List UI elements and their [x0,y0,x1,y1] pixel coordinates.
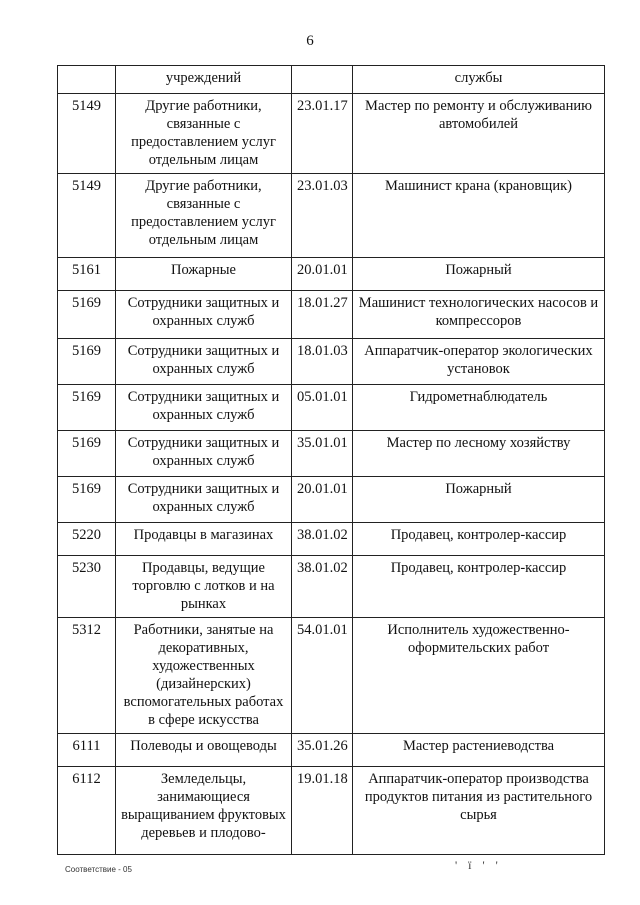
cell-profession: Продавец, контролер-кассир [353,556,605,618]
handwritten-mark: ' ï ' ' [455,858,502,872]
header-cell-profession: службы [353,66,605,94]
cell-profession: Продавец, контролер-кассир [353,523,605,556]
cell-profession: Машинист технологических насосов и компрессоров [353,291,605,339]
cell-code: 5169 [58,291,116,339]
cell-spec-code: 18.01.27 [292,291,353,339]
cell-profession: Мастер растениеводства [353,734,605,767]
cell-category: Продавцы, ведущие торговлю с лотков и на рынках [116,556,292,618]
cell-profession: Мастер по лесному хозяйству [353,431,605,477]
cell-spec-code: 23.01.17 [292,94,353,174]
cell-code: 6112 [58,767,116,855]
table-row [58,767,605,855]
cell-code: 5169 [58,385,116,431]
cell-category: Другие работники, связанные с предоставлением услуг отдельным лицам [116,174,292,258]
table-row [58,339,605,385]
cell-category: Сотрудники защитных и охранных служб [116,477,292,523]
cell-code: 6111 [58,734,116,767]
table-row [58,477,605,523]
cell-code: 5169 [58,477,116,523]
cell-profession: Пожарный [353,258,605,291]
cell-category: Полеводы и овощеводы [116,734,292,767]
cell-profession: Аппаратчик-оператор производства продуктов питания из растительного сырья [353,767,605,855]
professions-table [57,65,605,855]
table-row [58,556,605,618]
header-cell-category: учреждений [116,66,292,94]
cell-category: Сотрудники защитных и охранных служб [116,291,292,339]
cell-spec-code: 38.01.02 [292,556,353,618]
cell-profession: Аппаратчик-оператор экологических установок [353,339,605,385]
cell-code: 5220 [58,523,116,556]
cell-profession: Гидрометнаблюдатель [353,385,605,431]
table-row [58,618,605,734]
header-cell-code [58,66,116,94]
table-header-row [58,66,605,94]
cell-code: 5230 [58,556,116,618]
footer-note: Соответствие - 05 [65,865,132,874]
table-row [58,431,605,477]
cell-category: Работники, занятые на декоративных, художественных (дизайнерских) вспомогательных работах в сфере искусства [116,618,292,734]
cell-spec-code: 35.01.01 [292,431,353,477]
cell-category: Продавцы в магазинах [116,523,292,556]
cell-category: Пожарные [116,258,292,291]
table-row [58,94,605,174]
cell-spec-code: 23.01.03 [292,174,353,258]
cell-category: Другие работники, связанные с предоставлением услуг отдельным лицам [116,94,292,174]
cell-code: 5169 [58,339,116,385]
header-cell-spec-code [292,66,353,94]
cell-code: 5169 [58,431,116,477]
table-row [58,523,605,556]
cell-profession: Пожарный [353,477,605,523]
cell-code: 5149 [58,94,116,174]
cell-spec-code: 35.01.26 [292,734,353,767]
cell-code: 5149 [58,174,116,258]
cell-code: 5161 [58,258,116,291]
cell-category: Сотрудники защитных и охранных служб [116,385,292,431]
table-row [58,258,605,291]
table-row [58,174,605,258]
cell-spec-code: 54.01.01 [292,618,353,734]
cell-spec-code: 38.01.02 [292,523,353,556]
cell-profession: Мастер по ремонту и обслуживанию автомобилей [353,94,605,174]
page-number: 6 [306,33,314,49]
cell-code: 5312 [58,618,116,734]
table-row [58,734,605,767]
cell-category: Сотрудники защитных и охранных служб [116,431,292,477]
table-row [58,385,605,431]
cell-spec-code: 05.01.01 [292,385,353,431]
cell-profession: Машинист крана (крановщик) [353,174,605,258]
cell-spec-code: 19.01.18 [292,767,353,855]
cell-category: Сотрудники защитных и охранных служб [116,339,292,385]
cell-category: Земледельцы, занимающиеся выращиванием фруктовых деревьев и плодово- [116,767,292,855]
cell-spec-code: 20.01.01 [292,477,353,523]
table-row [58,291,605,339]
cell-profession: Исполнитель художественно-оформительских работ [353,618,605,734]
cell-spec-code: 20.01.01 [292,258,353,291]
cell-spec-code: 18.01.03 [292,339,353,385]
